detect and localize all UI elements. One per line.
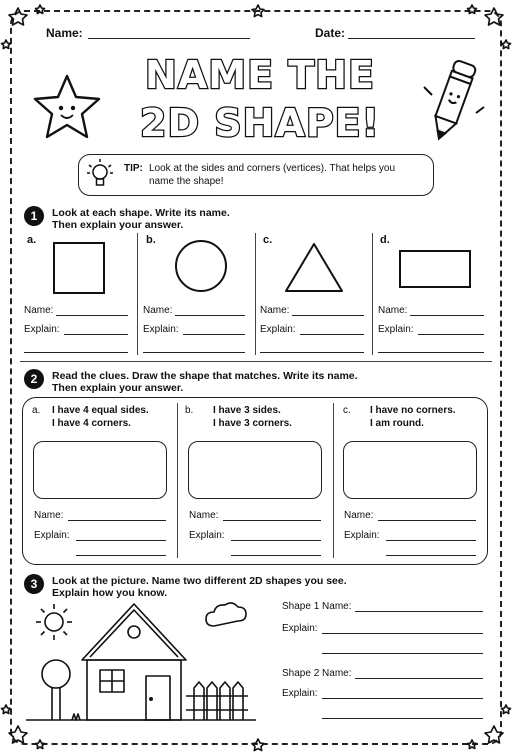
q1-a-explain-field[interactable]	[64, 334, 128, 335]
tip-box	[78, 154, 434, 196]
triangle-shape	[286, 244, 342, 291]
column-divider	[177, 403, 178, 558]
q3-instruction-line2: Explain how you know.	[52, 587, 168, 599]
q1-d-name-label: Name:	[378, 305, 408, 316]
q2-c-clue2: I am round.	[370, 418, 424, 429]
rectangle-shape	[400, 251, 470, 287]
q1-item-d-letter: d.	[380, 234, 390, 246]
q2-instruction-line2: Then explain your answer.	[52, 382, 184, 394]
house-icon	[82, 604, 186, 720]
star-icon	[485, 8, 503, 25]
q2-instruction-line1: Read the clues. Draw the shape that matches. Write its name.	[52, 370, 358, 382]
q1-instruction-line1: Look at each shape. Write its name.	[52, 207, 230, 219]
q2-c-explain-field[interactable]	[386, 540, 476, 541]
pencil-mascot-icon	[418, 55, 488, 150]
q1-shapes	[0, 235, 512, 300]
title-line2: 2D SHAPE!	[140, 101, 380, 145]
circle-shape	[176, 241, 226, 291]
q2-a-letter: a.	[32, 405, 41, 416]
q2-a-drawing-box[interactable]	[33, 441, 167, 499]
q2-b-drawing-box[interactable]	[188, 441, 322, 499]
fence-icon	[186, 682, 248, 720]
q3-instruction-line1: Look at the picture. Name two different 2D shapes you see.	[52, 575, 347, 587]
tip-text-line2: name the shape!	[149, 176, 224, 187]
q2-b-name-field[interactable]	[223, 520, 321, 521]
sun-icon	[36, 604, 72, 640]
cloud-icon	[206, 603, 246, 626]
q1-a-explain-field-2[interactable]	[24, 352, 128, 353]
question-2-number: 2	[24, 369, 44, 389]
shape2-label: Shape 2 Name:	[282, 668, 352, 679]
q2-b-explain-label: Explain:	[189, 530, 225, 541]
q2-b-clue2: I have 3 corners.	[213, 418, 292, 429]
name-field[interactable]	[88, 38, 250, 39]
q1-c-name-label: Name:	[260, 305, 290, 316]
q1-d-explain-label: Explain:	[378, 324, 414, 335]
q2-b-clue1: I have 3 sides.	[213, 405, 281, 416]
q1-a-name-field[interactable]	[56, 315, 128, 316]
star-icon	[252, 739, 264, 751]
q1-a-explain-label: Explain:	[24, 324, 60, 335]
shape2-name-field[interactable]	[355, 678, 483, 679]
q2-a-clue1: I have 4 equal sides.	[52, 405, 149, 416]
q1-item-b-letter: b.	[146, 234, 156, 246]
q2-c-letter: c.	[343, 405, 351, 416]
star-icon	[485, 726, 503, 743]
shape1-explain-field-2[interactable]	[322, 653, 483, 654]
q2-c-explain-label: Explain:	[344, 530, 380, 541]
q1-a-name-label: Name:	[24, 305, 54, 316]
star-icon	[502, 40, 511, 49]
star-icon	[2, 40, 11, 49]
q2-b-explain-field-2[interactable]	[231, 555, 321, 556]
q2-a-name-field[interactable]	[68, 520, 166, 521]
section-divider	[20, 361, 492, 362]
q2-b-letter: b.	[185, 405, 194, 416]
q2-c-name-field[interactable]	[378, 520, 476, 521]
q1-item-a-letter: a.	[27, 234, 37, 246]
tip-text-line1: Look at the sides and corners (vertices). That helps you	[149, 163, 396, 174]
q2-b-explain-field[interactable]	[231, 540, 321, 541]
shape1-name-field[interactable]	[355, 611, 483, 612]
shape2-explain-field-2[interactable]	[322, 718, 483, 719]
q2-a-explain-field[interactable]	[76, 540, 166, 541]
q1-b-explain-field-2[interactable]	[143, 352, 245, 353]
shape1-explain-label: Explain:	[282, 623, 318, 634]
q1-d-name-field[interactable]	[410, 315, 484, 316]
star-mascot-icon	[28, 72, 106, 142]
star-icon	[36, 5, 45, 14]
shape2-explain-field[interactable]	[322, 698, 483, 699]
q1-d-explain-field-2[interactable]	[378, 352, 484, 353]
shape2-explain-label: Explain:	[282, 688, 318, 699]
q2-a-clue2: I have 4 corners.	[52, 418, 131, 429]
star-icon	[252, 5, 264, 17]
q2-c-clue1: I have no corners.	[370, 405, 456, 416]
q1-d-explain-field[interactable]	[418, 334, 484, 335]
q1-b-name-label: Name:	[143, 305, 173, 316]
q2-c-drawing-box[interactable]	[343, 441, 477, 499]
square-shape	[54, 243, 104, 293]
house-picture	[20, 600, 260, 728]
page-title	[95, 46, 425, 146]
shape1-explain-field[interactable]	[322, 633, 483, 634]
star-icon	[9, 726, 27, 743]
q1-c-explain-label: Explain:	[260, 324, 296, 335]
question-3-number: 3	[24, 574, 44, 594]
q1-c-explain-field[interactable]	[300, 334, 364, 335]
star-icon	[9, 8, 27, 25]
star-icon	[36, 740, 45, 749]
date-field[interactable]	[348, 38, 475, 39]
name-label: Name:	[46, 26, 83, 40]
star-icon	[468, 740, 477, 749]
lightbulb-icon	[86, 157, 114, 193]
title-line1: NAME THE	[145, 53, 375, 97]
q1-b-explain-field[interactable]	[183, 334, 245, 335]
star-icon	[2, 705, 11, 714]
q1-c-name-field[interactable]	[292, 315, 364, 316]
q1-c-explain-field-2[interactable]	[260, 352, 364, 353]
q2-b-name-label: Name:	[189, 510, 219, 521]
column-divider	[333, 403, 334, 558]
tree-icon	[42, 660, 70, 720]
star-icon	[468, 5, 477, 14]
q1-instruction-line2: Then explain your answer.	[52, 219, 184, 231]
q1-b-name-field[interactable]	[175, 315, 245, 316]
star-icon	[502, 705, 511, 714]
q1-b-explain-label: Explain:	[143, 324, 179, 335]
question-1-number: 1	[24, 206, 44, 226]
q2-a-explain-field-2[interactable]	[76, 555, 166, 556]
date-label: Date:	[315, 26, 346, 40]
q2-c-explain-field-2[interactable]	[386, 555, 476, 556]
tip-label: TIP:	[124, 163, 143, 174]
shape1-label: Shape 1 Name:	[282, 601, 352, 612]
q2-a-name-label: Name:	[34, 510, 64, 521]
q2-c-name-label: Name:	[344, 510, 374, 521]
q1-item-c-letter: c.	[263, 234, 273, 246]
q2-a-explain-label: Explain:	[34, 530, 70, 541]
